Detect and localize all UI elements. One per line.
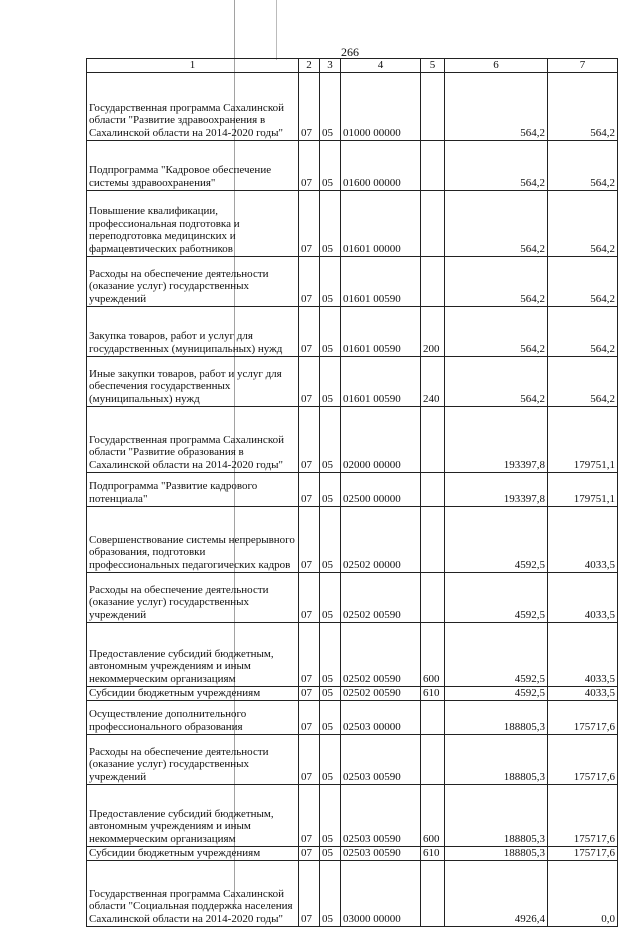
table-row [87,686,618,700]
row-name-cell: Закупка товаров, работ и услуг для государственных (муниципальных) нужд [87,306,299,356]
row-target-article-code: 01000 00000 [341,72,421,140]
row-value-col7: 179751,1 [548,406,618,472]
row-target-article-code: 02503 00000 [341,700,421,734]
row-name-cell: Государственная программа Сахалинской области "Социальная поддержка населения Сахалинской области на 2014-2020 годы" [87,860,299,926]
row-subsection-code: 05 [320,72,341,140]
row-expense-type-code: 600 [421,622,445,686]
row-section-code: 07 [299,846,320,860]
row-value-col6: 4592,5 [445,572,548,622]
row-subsection-code: 05 [320,506,341,572]
table-row [87,472,618,506]
row-value-col6: 188805,3 [445,846,548,860]
row-expense-type-code [421,256,445,306]
table-row [87,190,618,256]
row-value-col6: 4592,5 [445,622,548,686]
row-expense-type-code: 610 [421,686,445,700]
row-subsection-code: 05 [320,686,341,700]
row-section-code: 07 [299,700,320,734]
row-subsection-code: 05 [320,734,341,784]
column-header: 4 [341,59,421,73]
row-value-col6: 564,2 [445,356,548,406]
row-section-code: 07 [299,190,320,256]
row-name-cell: Субсидии бюджетным учреждениям [87,686,299,700]
column-header: 5 [421,59,445,73]
row-section-code: 07 [299,472,320,506]
row-target-article-code: 02503 00590 [341,846,421,860]
row-target-article-code: 02502 00590 [341,622,421,686]
row-value-col7: 564,2 [548,140,618,190]
row-name-cell: Осуществление дополнительного профессионального образования [87,700,299,734]
row-target-article-code: 01600 00000 [341,140,421,190]
table-row [87,860,618,926]
row-subsection-code: 05 [320,472,341,506]
row-value-col6: 564,2 [445,256,548,306]
page-number: 266 [341,45,359,59]
row-value-col6: 564,2 [445,140,548,190]
row-section-code: 07 [299,140,320,190]
column-header: 2 [299,59,320,73]
row-name-cell: Совершенствование системы непрерывного образования, подготовки профессиональных педагогических кадров [87,506,299,572]
row-section-code: 07 [299,356,320,406]
row-expense-type-code [421,72,445,140]
row-name-cell: Иные закупки товаров, работ и услуг для обеспечения государственных (муниципальных) нужд [87,356,299,406]
row-value-col7: 564,2 [548,356,618,406]
row-target-article-code: 02502 00000 [341,506,421,572]
row-value-col7: 564,2 [548,190,618,256]
table-row [87,734,618,784]
row-target-article-code: 02000 00000 [341,406,421,472]
row-name-cell: Предоставление субсидий бюджетным, автономным учреждениям и иным некоммерческим организациям [87,784,299,846]
row-section-code: 07 [299,256,320,306]
row-section-code: 07 [299,784,320,846]
row-name-cell: Предоставление субсидий бюджетным, автономным учреждениям и иным некоммерческим организациям [87,622,299,686]
row-name-cell: Расходы на обеспечение деятельности (оказание услуг) государственных учреждений [87,734,299,784]
row-target-article-code: 01601 00590 [341,356,421,406]
row-expense-type-code: 200 [421,306,445,356]
row-value-col7: 4033,5 [548,686,618,700]
row-value-col6: 4592,5 [445,506,548,572]
row-name-cell: Подпрограмма "Кадровое обеспечение системы здравоохранения" [87,140,299,190]
row-name-cell: Расходы на обеспечение деятельности (оказание услуг) государственных учреждений [87,572,299,622]
row-subsection-code: 05 [320,846,341,860]
row-expense-type-code [421,406,445,472]
row-expense-type-code [421,472,445,506]
row-value-col7: 175717,6 [548,846,618,860]
table-row [87,784,618,846]
row-name-cell: Расходы на обеспечение деятельности (оказание услуг) государственных учреждений [87,256,299,306]
row-section-code: 07 [299,622,320,686]
row-expense-type-code: 610 [421,846,445,860]
row-subsection-code: 05 [320,140,341,190]
row-expense-type-code [421,506,445,572]
row-expense-type-code [421,734,445,784]
row-value-col7: 179751,1 [548,472,618,506]
row-subsection-code: 05 [320,784,341,846]
row-name-cell: Государственная программа Сахалинской области "Развитие образования в Сахалинской области на 2014-2020 годы" [87,406,299,472]
table-row [87,622,618,686]
row-name-cell: Повышение квалификации, профессиональная подготовка и переподготовка медицинских и фармацевтических работников [87,190,299,256]
row-value-col6: 193397,8 [445,472,548,506]
row-subsection-code: 05 [320,700,341,734]
row-value-col6: 193397,8 [445,406,548,472]
column-header: 1 [87,59,299,73]
row-target-article-code: 02503 00590 [341,784,421,846]
row-name-cell: Субсидии бюджетным учреждениям [87,846,299,860]
table-row [87,406,618,472]
table-row [87,700,618,734]
row-value-col7: 564,2 [548,306,618,356]
row-subsection-code: 05 [320,622,341,686]
table-row [87,572,618,622]
row-section-code: 07 [299,72,320,140]
row-name-cell: Подпрограмма "Развитие кадрового потенциала" [87,472,299,506]
row-value-col6: 564,2 [445,306,548,356]
scan-fold-line-top [276,0,277,60]
row-value-col7: 0,0 [548,860,618,926]
row-expense-type-code: 600 [421,784,445,846]
row-expense-type-code [421,700,445,734]
row-target-article-code: 02502 00590 [341,686,421,700]
row-value-col6: 564,2 [445,72,548,140]
row-value-col6: 4926,4 [445,860,548,926]
row-section-code: 07 [299,686,320,700]
row-expense-type-code [421,860,445,926]
row-subsection-code: 05 [320,356,341,406]
budget-table [86,58,618,927]
row-value-col7: 564,2 [548,72,618,140]
row-value-col7: 564,2 [548,256,618,306]
row-target-article-code: 02503 00590 [341,734,421,784]
table-header-row [87,59,618,73]
row-expense-type-code [421,572,445,622]
row-value-col6: 188805,3 [445,734,548,784]
row-subsection-code: 05 [320,306,341,356]
row-value-col7: 4033,5 [548,506,618,572]
column-header: 6 [445,59,548,73]
row-subsection-code: 05 [320,572,341,622]
column-header: 7 [548,59,618,73]
row-value-col7: 175717,6 [548,734,618,784]
row-value-col7: 4033,5 [548,572,618,622]
row-expense-type-code: 240 [421,356,445,406]
row-value-col7: 175717,6 [548,784,618,846]
row-value-col6: 564,2 [445,190,548,256]
table-row [87,506,618,572]
row-value-col7: 4033,5 [548,622,618,686]
column-header: 3 [320,59,341,73]
row-section-code: 07 [299,506,320,572]
row-section-code: 07 [299,572,320,622]
row-value-col6: 188805,3 [445,784,548,846]
table-row [87,72,618,140]
row-target-article-code: 01601 00000 [341,190,421,256]
row-subsection-code: 05 [320,860,341,926]
row-value-col6: 188805,3 [445,700,548,734]
row-target-article-code: 01601 00590 [341,306,421,356]
row-name-cell: Государственная программа Сахалинской области "Развитие здравоохранения в Сахалинской области на 2014-2020 годы" [87,72,299,140]
row-section-code: 07 [299,306,320,356]
table-row [87,356,618,406]
row-target-article-code: 02502 00590 [341,572,421,622]
table-row [87,140,618,190]
row-target-article-code: 02500 00000 [341,472,421,506]
row-expense-type-code [421,140,445,190]
row-section-code: 07 [299,734,320,784]
row-target-article-code: 03000 00000 [341,860,421,926]
row-subsection-code: 05 [320,190,341,256]
row-target-article-code: 01601 00590 [341,256,421,306]
row-section-code: 07 [299,860,320,926]
row-value-col7: 175717,6 [548,700,618,734]
row-expense-type-code [421,190,445,256]
table-row [87,846,618,860]
row-subsection-code: 05 [320,256,341,306]
table-row [87,306,618,356]
row-subsection-code: 05 [320,406,341,472]
row-section-code: 07 [299,406,320,472]
table-row [87,256,618,306]
row-value-col6: 4592,5 [445,686,548,700]
